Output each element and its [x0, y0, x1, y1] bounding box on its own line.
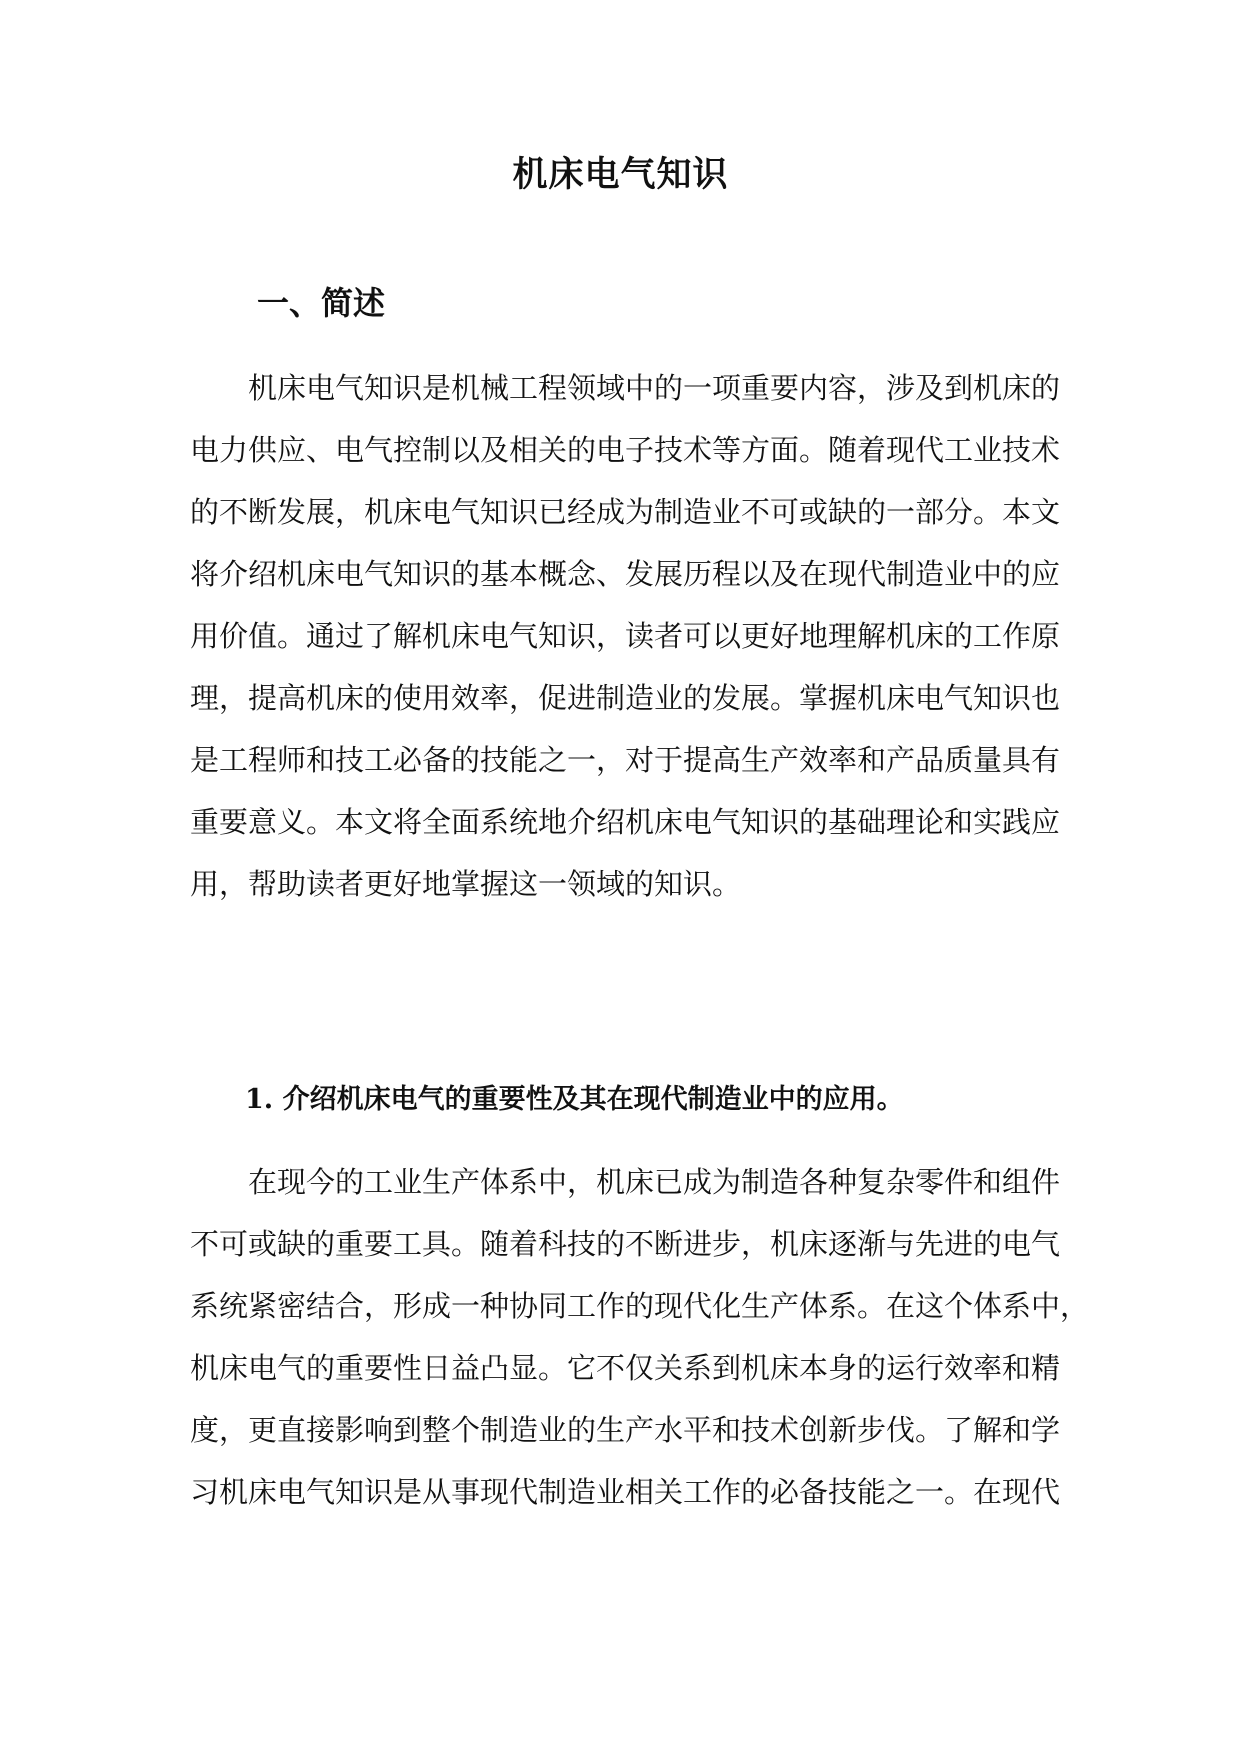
paragraph-line: 是工程师和技工必备的技能之一，对于提高生产效率和产品质量具有 — [190, 743, 1061, 777]
paragraph-line: 重要意义。本文将全面系统地介绍机床电气知识的基础理论和实践应 — [190, 805, 1061, 839]
subheading-importance: 1. 介绍机床电气的重要性及其在现代制造业中的应用。 — [245, 1084, 904, 1115]
paragraph-line: 理，提高机床的使用效率，促进制造业的发展。掌握机床电气知识也 — [190, 681, 1061, 715]
paragraph-line: 机床电气知识是机械工程领域中的一项重要内容，涉及到机床的 — [248, 371, 1061, 405]
paragraph-line: 用，帮助读者更好地掌握这一领域的知识。 — [190, 867, 742, 901]
section-heading-overview: 一、简述 — [257, 284, 386, 322]
paragraph-line: 机床电气的重要性日益凸显。它不仅关系到机床本身的运行效率和精 — [190, 1351, 1061, 1385]
document-title: 机床电气知识 — [512, 154, 729, 195]
paragraph-line: 的不断发展，机床电气知识已经成为制造业不可或缺的一部分。本文 — [190, 495, 1061, 529]
paragraph-line: 电力供应、电气控制以及相关的电子技术等方面。随着现代工业技术 — [190, 433, 1061, 467]
paragraph-line: 将介绍机床电气知识的基本概念、发展历程以及在现代制造业中的应 — [190, 557, 1061, 591]
intro-paragraph — [190, 357, 1061, 915]
paragraph-line: 系统紧密结合，形成一种协同工作的现代化生产体系。在这个体系中， — [190, 1289, 1090, 1323]
paragraph-line: 度，更直接影响到整个制造业的生产水平和技术创新步伐。了解和学 — [190, 1413, 1061, 1447]
paragraph-line: 在现今的工业生产体系中，机床已成为制造各种复杂零件和组件 — [248, 1165, 1061, 1199]
importance-paragraph — [190, 1151, 1090, 1523]
paragraph-line: 习机床电气知识是从事现代制造业相关工作的必备技能之一。在现代 — [190, 1475, 1061, 1509]
paragraph-line: 不可或缺的重要工具。随着科技的不断进步，机床逐渐与先进的电气 — [190, 1227, 1061, 1261]
paragraph-line: 用价值。通过了解机床电气知识，读者可以更好地理解机床的工作原 — [190, 619, 1061, 653]
